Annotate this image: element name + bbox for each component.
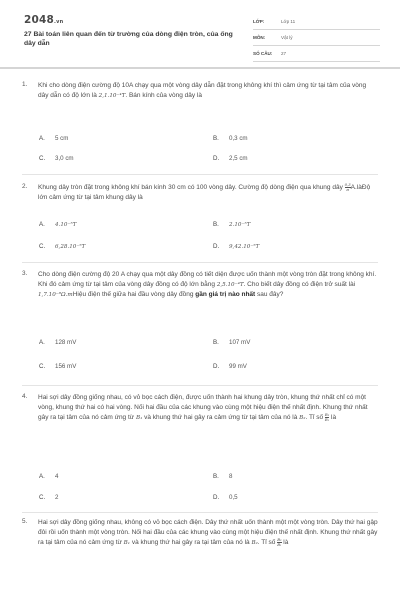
worksheet-title: 27 Bài toán liên quan đến từ trường của dòng điện tròn, của ống dây dẫn bbox=[24, 31, 233, 47]
answer-option-c[interactable]: C. 6,28.10⁻⁵T bbox=[39, 243, 86, 250]
meta-count-row bbox=[253, 49, 380, 62]
fraction: $\frac{0,3}{\pi}$ bbox=[344, 182, 351, 192]
answer-option-b[interactable]: B. 0,3 cm bbox=[213, 135, 248, 142]
site-logo[interactable] bbox=[24, 14, 63, 26]
worksheet-header bbox=[24, 14, 380, 66]
answer-option-d[interactable]: D. 99 mV bbox=[213, 363, 247, 370]
meta-class-value: Lớp 11 bbox=[281, 19, 296, 24]
question-number: 4. bbox=[22, 393, 28, 400]
question-divider bbox=[22, 174, 378, 175]
answer-option-c[interactable]: C. 3,0 cm bbox=[39, 155, 74, 162]
question-text: Khung dây tròn đặt trong không khí bán kính 30 cm có 100 vòng dây. Cường độ dòng điện qua khung dây $\frac{0,3}{\pi}$ A.làĐộ lớn cảm ứng từ tại tâm khung dây là bbox=[38, 182, 371, 202]
meta-class-label: LỚP: bbox=[253, 19, 265, 24]
math-variable: B₂ bbox=[251, 540, 258, 547]
question-number: 1. bbox=[22, 81, 28, 88]
answer-option-c[interactable]: C. 2 bbox=[39, 494, 59, 501]
meta-count-label: SỐ CÂU: bbox=[253, 51, 273, 56]
answer-option-a[interactable]: A. 128 mV bbox=[39, 339, 77, 346]
answer-option-a[interactable]: A. 5 cm bbox=[39, 135, 69, 142]
math-variable: B₁ bbox=[123, 540, 131, 547]
question-number: 2. bbox=[22, 183, 28, 190]
logo-text: 2048 bbox=[24, 14, 55, 26]
answer-option-b[interactable]: B. 8 bbox=[213, 473, 233, 480]
question-text: Khi cho dòng điện cường độ 10A chạy qua một vòng dây dẫn đặt trong không khí thì cảm ứng từ tại tâm của vòng dây dẫn có độ lớn là 2,1.10⁻⁴T. Bán kính của vòng dây là bbox=[38, 82, 367, 100]
header-divider bbox=[0, 67, 400, 69]
meta-subject-row bbox=[253, 33, 380, 46]
emphasis-text: gần giá trị nào nhất bbox=[195, 291, 256, 299]
question-number: 5. bbox=[22, 518, 28, 525]
question-number: 3. bbox=[22, 270, 28, 277]
question-divider bbox=[22, 262, 378, 263]
math-expression: 2,1.10⁻⁴T bbox=[98, 93, 126, 100]
answer-option-d[interactable]: D. 9,42.10⁻⁵T bbox=[213, 243, 260, 250]
logo-suffix: .vn bbox=[54, 19, 64, 25]
question-text: Hai sợi dây đồng giống nhau, có vỏ bọc cách điện, được uốn thành hai khung dây tròn, khung thứ nhất chỉ có một vòng, khung thứ hai có hai vòng. Nối hai đầu của các khung vào cùng một hiệu điện thế nhất định. Khung thứ nhất gây ra tại tâm của nó cảm ứng từ B₁ và khung thứ hai gây ra cảm ứng từ tại tâm của nó là B₂. Tỉ số $\frac{\text{B₂}}{\text{B₁}}$ là bbox=[38, 394, 368, 423]
worksheet-meta bbox=[253, 17, 380, 65]
answer-option-c[interactable]: C. 156 mV bbox=[39, 363, 77, 370]
answer-option-b[interactable]: B. 2.10⁻⁵T bbox=[213, 221, 251, 228]
math-expression: 2,5.10⁻⁴T bbox=[216, 282, 244, 289]
question-text: Hai sợi dây đồng giống nhau, không có vỏ bọc cách điện. Dây thứ nhất uốn thành một một vòng tròn. Dây thứ hai gập đôi rồi uốn thành một vòng tròn. Nối hai đầu của các khung vào cùng một hiệu điện thế nhất định. Khung thứ nhất gây ra tại tâm của nó cảm ứng từ B₁ và khung thứ hai gây ra tại tâm của nó là B₂. Tỉ số $\frac{\text{B₂}}{\text{B₁}}$ là bbox=[38, 519, 378, 548]
meta-count-value: 27 bbox=[281, 51, 287, 56]
answer-option-a[interactable]: A. 4 bbox=[39, 473, 59, 480]
meta-subject-value: Vật lý bbox=[281, 35, 293, 40]
math-variable: B₂ bbox=[299, 415, 306, 422]
answer-option-b[interactable]: B. 107 mV bbox=[213, 339, 251, 346]
question-text: Cho dòng điện cường độ 20 A chạy qua một dây đồng có tiết diện được uốn thành một vòng tròn đặt trong không khí. Khi đó cảm ứng từ tại tâm của vòng dây đồng có độ lớn bằng 2,5.10⁻⁴T. Cho biết dây đồng có điện trở suất lài 1,7.10⁻⁸Ω.mHiệu điện thế giữa hai đầu vòng dây đồng gần giá trị nào nhất sau đây? bbox=[38, 271, 377, 299]
question-divider bbox=[22, 512, 378, 513]
answer-option-a[interactable]: A. 4.10⁻⁵T bbox=[39, 221, 77, 228]
math-expression: 1,7.10⁻⁸Ω.m bbox=[38, 292, 73, 299]
answer-option-d[interactable]: D. 0,5 bbox=[213, 494, 238, 501]
question-divider bbox=[22, 385, 378, 386]
math-variable: B₁ bbox=[135, 415, 143, 422]
fraction: $\frac{\text{B₂}}{\text{B₁}}$ bbox=[324, 412, 330, 423]
meta-subject-label: MÔN: bbox=[253, 35, 266, 40]
meta-class-row bbox=[253, 17, 380, 30]
fraction: $\frac{\text{B₂}}{\text{B₁}}$ bbox=[277, 537, 282, 548]
answer-option-d[interactable]: D. 2,5 cm bbox=[213, 155, 248, 162]
